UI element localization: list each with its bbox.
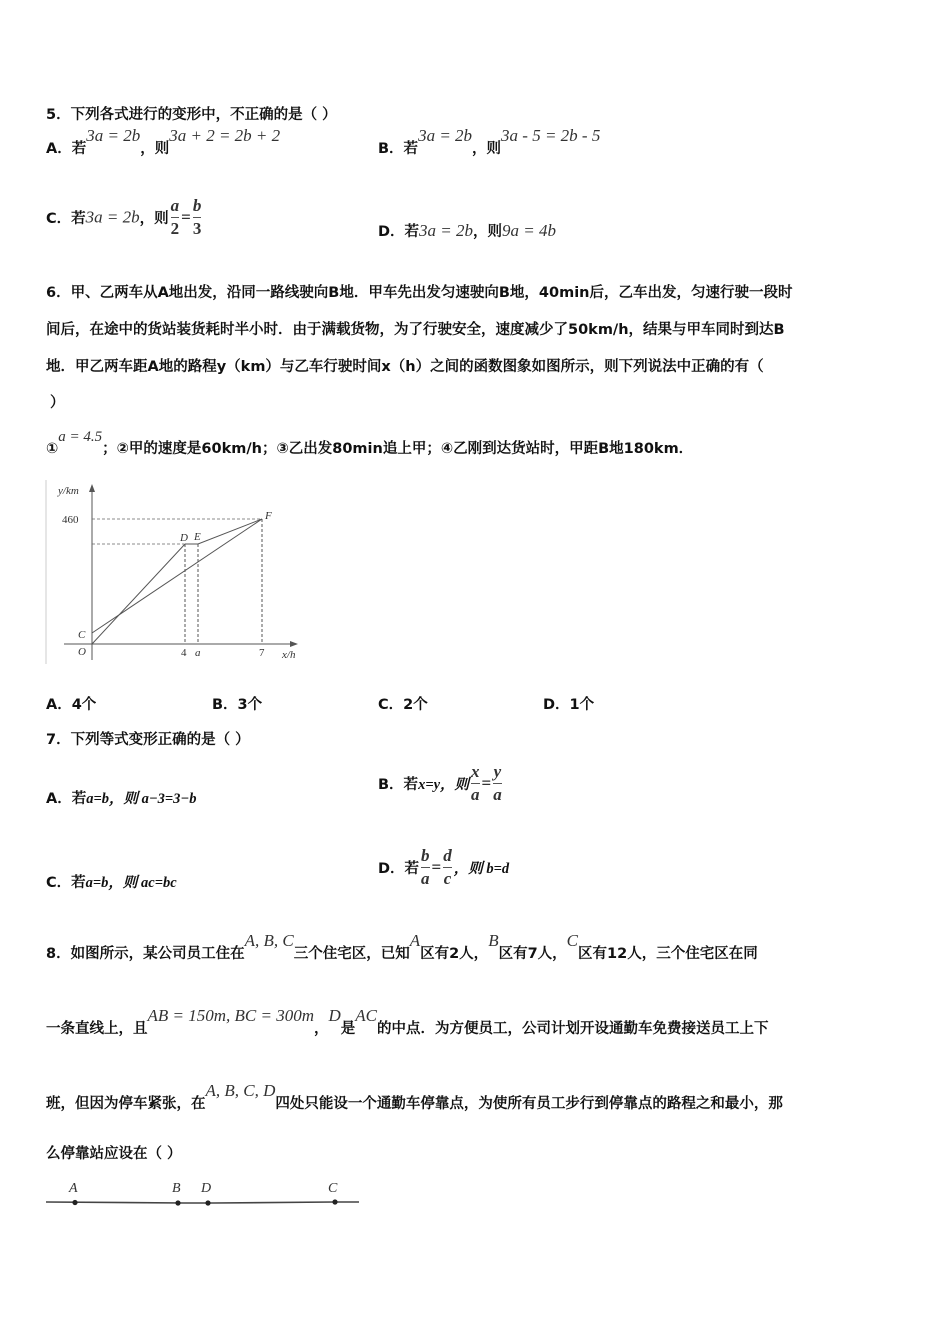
then-text: ，则	[139, 211, 169, 227]
q8-line-1: 8．如图所示，某公司员工住在A, B, C三个住宅区，已知A区有2人，B区有7人，C区有12人，三个住宅区在同	[46, 931, 758, 962]
circle-1: ①	[46, 441, 59, 457]
q5-option-a[interactable]	[46, 126, 281, 158]
option-label: B．若	[378, 777, 419, 793]
fraction-b-over-3: $\frac{b}{3}$	[192, 196, 202, 238]
q8-line-2: 一条直线上，且AB = 150m, BC = 300m，D是AC的中点．为方便员工，公司计划开设通勤车免费接送员工上下	[46, 1006, 769, 1037]
option-label: D．若	[378, 861, 420, 877]
svg-text:460: 460	[62, 514, 79, 526]
option-label: C．若	[46, 211, 86, 227]
statement-text: ；②甲的速度是60km/h；③乙出发80min追上甲；④乙刚到达货站时，甲距B地180km．	[102, 441, 694, 457]
q7-option-d[interactable]	[378, 846, 509, 889]
q6-line-2: 间后，在途中的货站装货耗时半小时．由于满载货物，为了行驶安全，速度减少了50km/h，结果与甲车同时到达B	[46, 322, 785, 338]
math-a-equals: a = 4.5	[58, 429, 103, 445]
svg-text:O: O	[78, 646, 86, 658]
option-text: a=b，则 ac=bc	[85, 875, 177, 891]
q7-stem: 7．下列等式变形正确的是（ ）	[46, 732, 250, 748]
q6-option-c[interactable]: C．2个	[378, 697, 428, 713]
svg-text:a: a	[195, 647, 201, 659]
then-text: ，则	[140, 141, 170, 157]
svg-text:D: D	[180, 532, 188, 544]
svg-text:E: E	[194, 531, 201, 543]
q7-option-c[interactable]	[46, 871, 177, 892]
svg-text:B: B	[172, 1181, 181, 1196]
fraction-a-over-2: $\frac{a}{2}$	[170, 196, 180, 238]
q5-stem: 5．下列各式进行的变形中，不正确的是（ ）	[46, 107, 337, 123]
q7-option-b[interactable]	[378, 762, 504, 805]
option-label: D．若	[378, 224, 420, 240]
fraction-d-over-c: $\frac{d}{c}$	[443, 846, 452, 888]
q6-option-b[interactable]: B．3个	[212, 697, 263, 713]
q5-option-d[interactable]	[378, 220, 556, 241]
q6-line-1: 6．甲、乙两车从A地出发，沿同一路线驶向B地．甲车先出发匀速驶向B地，40min后，乙车出发，匀速行驶一段时	[46, 285, 793, 301]
then-text: ，则	[472, 141, 502, 157]
option-label: B．若	[378, 141, 419, 157]
svg-text:C: C	[78, 629, 86, 641]
then-text: ，则	[473, 224, 503, 240]
q6-line-3: 地．甲乙两车距A地的路程y（km）与乙车行驶时间x（h）之间的函数图象如图所示，则下列说法中正确的有（	[46, 359, 764, 375]
option-text: a=b，则 a−3=3−b	[86, 791, 197, 807]
q8-line-figure	[44, 1175, 364, 1215]
q6-option-d[interactable]: D．1个	[543, 697, 595, 713]
q5-option-c[interactable]	[46, 196, 203, 239]
equals-sign: =	[181, 207, 191, 227]
q7-option-a[interactable]	[46, 787, 196, 808]
q6-line-4: ）	[50, 395, 65, 411]
option-label: A．若	[46, 141, 87, 157]
q6-statements	[46, 429, 694, 458]
points-on-line-diagram	[44, 1175, 364, 1215]
option-cond: x=y，则	[418, 777, 470, 793]
math-result: 9a = 4b	[502, 221, 557, 240]
svg-text:C: C	[328, 1181, 338, 1196]
equals-sign: =	[481, 773, 492, 793]
math-condition: 3a = 2b	[85, 207, 140, 227]
q6-graph	[44, 480, 304, 666]
svg-text:A: A	[69, 1181, 78, 1196]
option-label: A．若	[46, 791, 87, 807]
q5-option-b[interactable]	[378, 126, 601, 158]
math-condition: 3a = 2b	[418, 126, 473, 145]
fraction-x-over-a: $\frac{x}{a}$	[471, 762, 480, 804]
svg-text:4: 4	[181, 647, 187, 659]
q6-option-a[interactable]: A．4个	[46, 697, 97, 713]
option-result: ，则 b=d	[453, 861, 510, 877]
svg-text:y/km: y/km	[58, 485, 79, 497]
q8-line-3: 班，但因为停车紧张，在A, B, C, D四处只能设一个通勤车停靠点，为使所有员工步行到停靠点的路程之和最小，那	[46, 1081, 783, 1112]
equals-sign: =	[431, 857, 442, 877]
q8-line-4: 么停靠站应设在（ ）	[46, 1146, 182, 1162]
svg-text:7: 7	[259, 647, 265, 659]
svg-text:x/h: x/h	[282, 649, 296, 661]
distance-time-graph	[44, 480, 304, 666]
svg-text:F: F	[265, 510, 272, 522]
math-result: 3a + 2 = 2b + 2	[169, 126, 281, 145]
fraction-y-over-a: $\frac{y}{a}$	[493, 762, 502, 804]
svg-text:D: D	[201, 1181, 212, 1196]
fraction-b-over-a: $\frac{b}{a}$	[421, 846, 430, 888]
option-label: C．若	[46, 875, 86, 891]
math-condition: 3a = 2b	[419, 221, 474, 240]
math-result: 3a - 5 = 2b - 5	[501, 126, 601, 145]
math-condition: 3a = 2b	[86, 126, 141, 145]
